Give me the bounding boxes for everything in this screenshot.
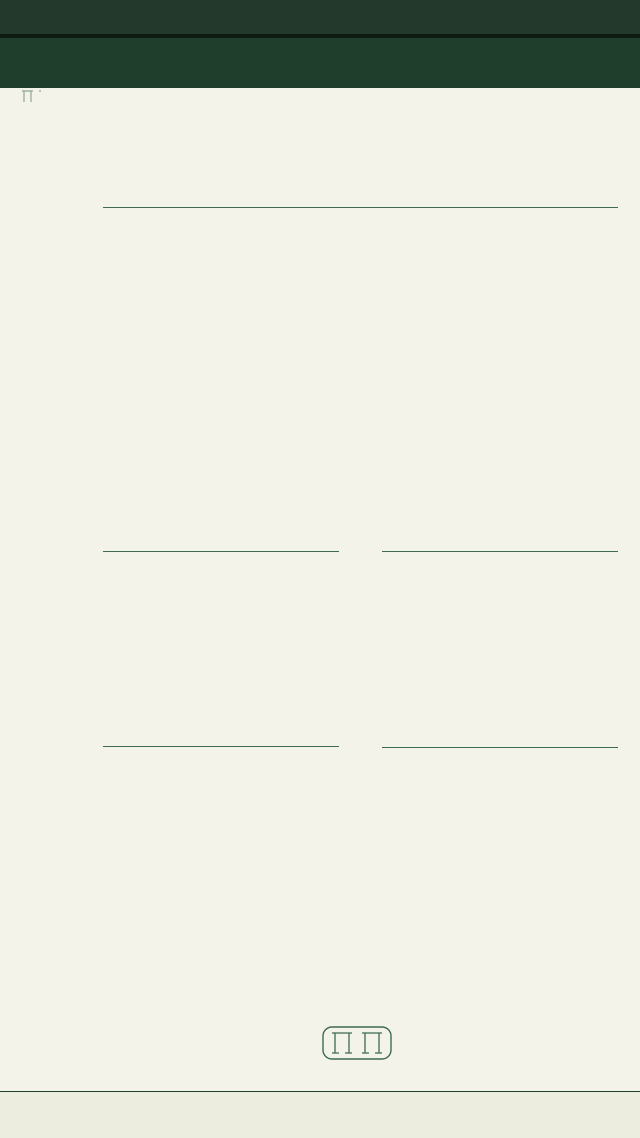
footer-pattern bbox=[0, 1075, 640, 1091]
water-rule bbox=[103, 551, 339, 552]
tt-logo-icon bbox=[322, 1026, 392, 1060]
header bbox=[0, 38, 640, 88]
coffee-rule bbox=[382, 747, 618, 748]
top-bar bbox=[0, 0, 640, 34]
desserts-rule bbox=[103, 207, 618, 208]
soda-rule bbox=[103, 746, 339, 747]
header-pattern bbox=[0, 88, 640, 104]
juice-rule bbox=[382, 551, 618, 552]
bottom-strip bbox=[0, 1091, 640, 1138]
